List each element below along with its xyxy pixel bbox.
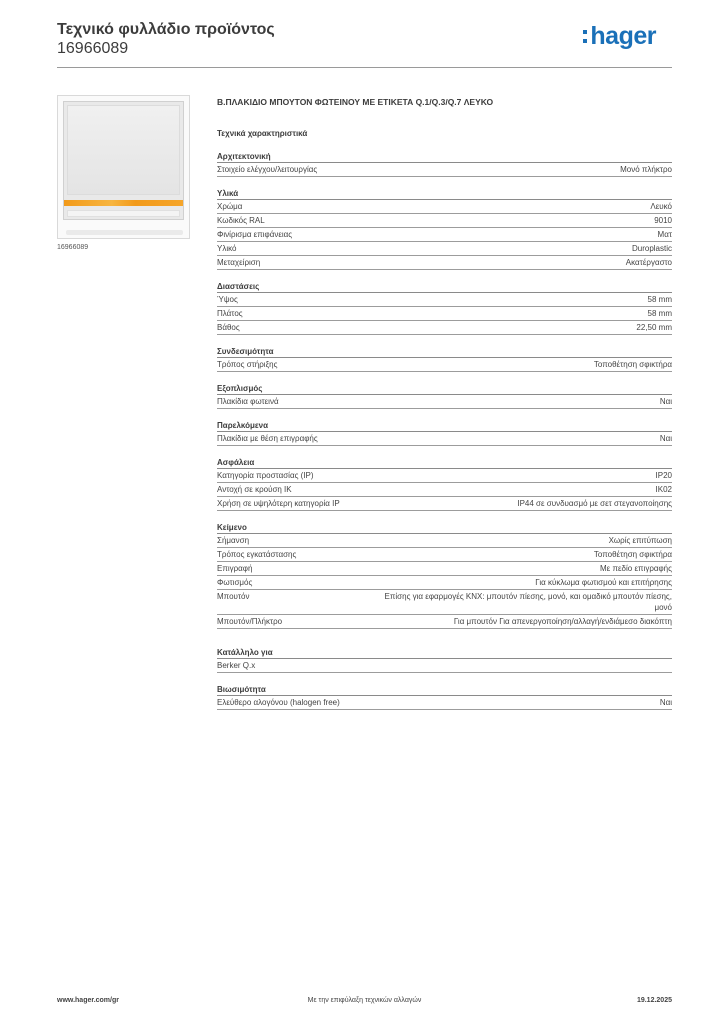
spec-label: Κατηγορία προστασίας (IP) [217,471,314,480]
section-title: Διαστάσεις [217,281,672,293]
spec-row [217,163,672,177]
spec-row [217,242,672,256]
spec-label: Στοιχείο ελέγχου/λειτουργίας [217,165,318,174]
spec-label: Berker Q.x [217,661,256,670]
spec-value: Για κύκλωμα φωτισμού και επιτήρησης [535,578,672,587]
product-image [57,95,190,239]
footer-date: 19.12.2025 [636,997,672,1004]
spec-value: Μονό πλήκτρο [620,165,672,174]
spec-section [217,684,672,710]
spec-section [217,647,672,673]
logo-dots-icon [583,30,587,44]
spec-label: Φινίρισμα επιφάνειας [217,230,293,239]
spec-value: Για μπουτόν Για απενεργοποίηση/αλλαγή/ενδιάμεσο διακόπτη [453,617,672,626]
spec-sections [217,151,672,710]
spec-content [217,95,672,710]
push-button-plate-picture [63,101,184,220]
spec-value: Χωρίς επιτύπωση [608,536,672,545]
spec-value: Επίσης για εφαρμογές KNX: μπουτόν πίεσης, μονό, και ομαδικό μπουτόν πίεσης, μονό [384,592,672,612]
spec-label: Μεταχείριση [217,258,261,267]
spec-row [217,321,672,335]
spec-value [263,660,672,671]
spec-row [217,659,672,673]
spec-section [217,151,672,177]
spec-label: Αντοχή σε κρούση IK [217,485,292,494]
spec-section [217,346,672,372]
section-title: Εξοπλισμός [217,383,672,395]
spec-row [217,534,672,548]
spec-label: Πλάτος [217,309,243,318]
spec-section [217,457,672,511]
spec-value: Duroplastic [631,244,672,253]
spec-label: Τρόπος εγκατάστασης [217,550,297,559]
spec-section [217,383,672,409]
spec-value: Με πεδίο επιγραφής [600,564,672,573]
spec-label: Ύψος [217,295,238,304]
spec-row [217,562,672,576]
spec-label: Κωδικός RAL [217,216,265,225]
spec-value: Ακατέργαστο [625,258,672,267]
footer-note: Με την επιφύλαξη τεχνικών αλλαγών [307,997,422,1004]
image-caption: 16966089 [57,244,89,251]
spec-row [217,576,672,590]
spec-value: Λευκό [650,202,672,211]
spec-section [217,281,672,335]
spec-row [217,548,672,562]
spec-value: 22,50 mm [636,323,672,332]
product-code: 16966089 [57,40,129,57]
spec-value: Ναι [659,698,672,707]
spec-row [217,293,672,307]
spec-value: IK02 [655,485,672,494]
tech-specs-heading: Τεχνικά χαρακτηριστικά [217,129,308,138]
spec-label: Χρώμα [217,202,243,211]
spec-row [217,497,672,511]
spec-label: Βάθος [217,323,240,332]
section-title: Βιωσιμότητα [217,684,672,696]
spec-row [217,307,672,321]
spec-row [217,256,672,270]
spec-row [217,200,672,214]
section-title: Παρελκόμενα [217,420,672,432]
spec-value: Τοποθέτηση σφικτήρα [593,360,672,369]
spec-row [217,696,672,710]
spec-label: Τρόπος στήριξης [217,360,278,369]
spec-value: Ματ [657,230,672,239]
spec-value: 58 mm [647,309,672,318]
section-title: Αρχιτεκτονική [217,151,672,163]
spec-row [217,469,672,483]
hager-logo [590,22,656,51]
spec-section [217,522,672,629]
spec-label: Πλακίδια με θέση επιγραφής [217,434,318,443]
spec-value: IP20 [655,471,672,480]
spec-label: Φωτισμός [217,578,253,587]
spec-section [217,188,672,270]
spec-label: Επιγραφή [217,564,253,573]
product-name: Β.ΠΛΑΚΙΔΙΟ ΜΠΟΥΤΟΝ ΦΩΤΕΙΝΟΥ ΜΕ ΕΤΙΚΕΤΑ Q.1/Q.3/Q.7 ΛΕΥΚΟ [217,97,494,107]
spec-label: Υλικό [217,244,237,253]
spec-value: 58 mm [647,295,672,304]
document-title: Τεχνικό φυλλάδιο προϊόντος [57,21,275,38]
spec-value: Ναι [659,434,672,443]
section-title: Ασφάλεια [217,457,672,469]
spec-value: IP44 σε συνδυασμό με σετ στεγανοποίησης [517,499,672,508]
spec-row [217,590,672,615]
spec-label: Μπουτόν [217,592,250,601]
spec-row [217,395,672,409]
spec-row [217,358,672,372]
spec-label: Πλακίδια φωτεινά [217,397,279,406]
spec-row [217,228,672,242]
spec-value: 9010 [654,216,672,225]
spec-value: Ναι [659,397,672,406]
label-field [67,210,180,217]
spec-row [217,432,672,446]
led-strip [64,200,183,206]
section-title: Κείμενο [217,522,672,534]
spec-row [217,615,672,629]
spec-label: Μπουτόν/Πλήκτρο [217,617,283,626]
header-divider [57,67,672,68]
section-title: Κατάλληλο για [217,647,672,659]
spec-value: Τοποθέτηση σφικτήρα [593,550,672,559]
footer-url[interactable]: www.hager.com/gr [57,997,119,1004]
spec-label: Ελεύθερο αλογόνου (halogen free) [217,698,340,707]
section-title: Υλικά [217,188,672,200]
spec-row [217,214,672,228]
spec-row [217,483,672,497]
page-footer [57,997,672,1009]
spec-label: Σήμανση [217,536,250,545]
page-header [57,20,672,70]
section-title: Συνδεσιμότητα [217,346,672,358]
logo-text: hager [590,22,656,50]
spec-label: Χρήση σε υψηλότερη κατηγορία IP [217,499,340,508]
spec-section [217,420,672,446]
